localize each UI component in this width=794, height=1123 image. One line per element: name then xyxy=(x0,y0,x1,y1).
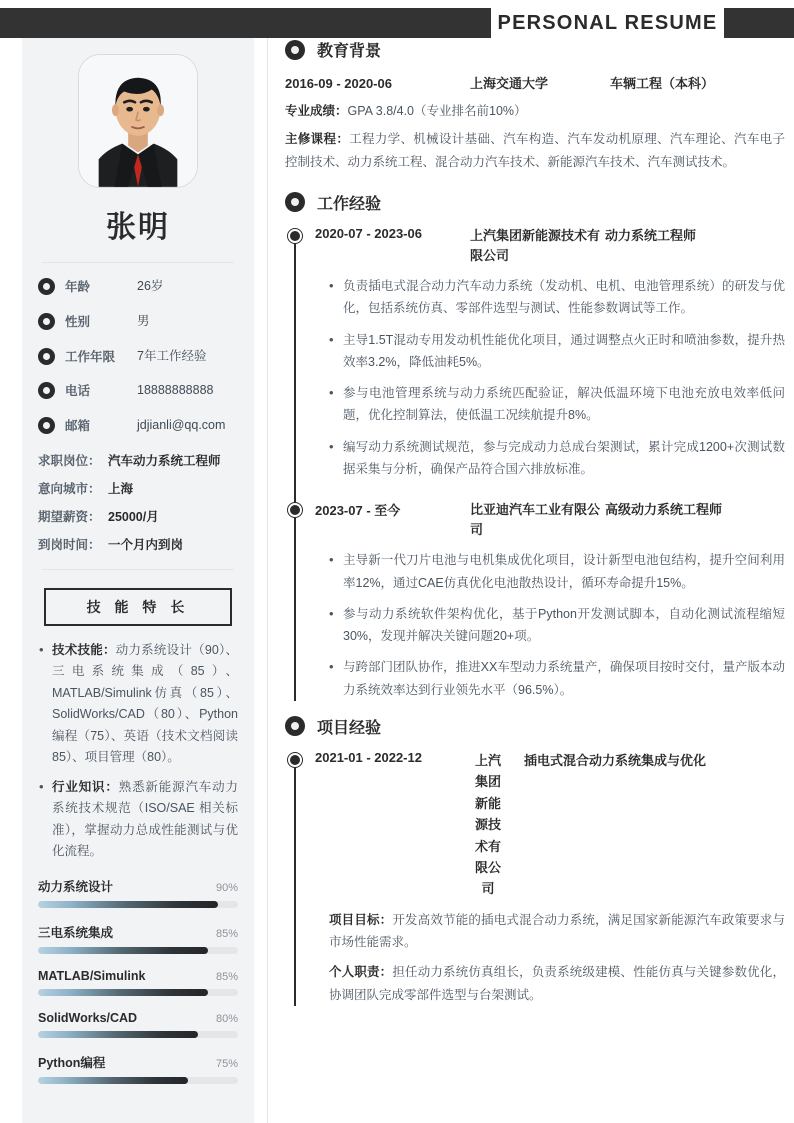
intent-key: 求职岗位： xyxy=(38,453,101,468)
skill-bar-fill xyxy=(38,947,208,954)
education-courses xyxy=(285,128,785,173)
skill-bar-item xyxy=(38,1011,238,1038)
section-project xyxy=(285,715,785,1006)
skill-bar-name: 动力系统设计 xyxy=(38,879,114,894)
section-header xyxy=(285,191,785,214)
work-header xyxy=(315,226,785,266)
contact-label: 工作年限 xyxy=(65,349,116,364)
list-item: • 与跨部门团队协作，推进XX车型动力系统量产，确保项目按时交付，量产版本动力系统效率达到行业领先水平（96.5%）。 xyxy=(329,656,785,701)
skills-title: 技 能 特 长 xyxy=(44,588,232,626)
intent-row-salary xyxy=(38,507,238,525)
section-header xyxy=(285,38,785,61)
contact-row-phone xyxy=(38,381,238,400)
ring-icon xyxy=(285,716,305,736)
work-bullets xyxy=(315,275,785,480)
contact-value: 男 xyxy=(137,313,150,328)
intent-row-availability xyxy=(38,535,238,553)
contact-value: 7年工作经验 xyxy=(137,348,207,363)
list-item: • 主导新一代刀片电池与电机集成优化项目，设计新型电池包结构，提升空间利用率12%，通过CAE仿真优化电池散热设计，循环寿命提升15%。 xyxy=(329,549,785,594)
ring-icon xyxy=(38,278,55,295)
contact-row-gender xyxy=(38,312,238,331)
skill-bar-head xyxy=(38,877,238,895)
project-goal xyxy=(315,909,785,954)
project-goal-label: 项目目标： xyxy=(329,912,393,927)
contact-label: 电话 xyxy=(65,384,91,399)
column-divider xyxy=(267,38,268,1123)
skill-bar-name: Python编程 xyxy=(38,1055,106,1070)
skill-bar-item xyxy=(38,877,238,908)
ring-icon xyxy=(38,382,55,399)
work-bullets xyxy=(315,549,785,701)
project-timeline xyxy=(285,750,785,1006)
education-major: 车辆工程（本科） xyxy=(610,76,715,91)
skill-bar-name: SolidWorks/CAD xyxy=(38,1010,138,1025)
work-role: 动力系统工程师 xyxy=(605,227,697,243)
list-item: • 负责插电式混合动力汽车动力系统（发动机、电机、电池管理系统）的研发与优化，包括系统仿真、零部件选型与测试、性能参数调试等工作。 xyxy=(329,275,785,320)
education-gpa-label: 专业成绩： xyxy=(285,104,348,118)
intent-key: 意向城市： xyxy=(38,481,101,496)
ring-icon xyxy=(285,40,305,60)
intent-value: 25000/月 xyxy=(108,509,159,524)
sidebar xyxy=(22,38,254,1123)
list-item xyxy=(38,640,238,769)
skill-bar-track xyxy=(38,901,238,908)
education-courses-label: 主修课程： xyxy=(285,132,350,147)
skill-bar-head xyxy=(38,969,238,983)
project-goal-text: 开发高效节能的插电式混合动力系统，满足国家新能源汽车政策要求与市场性能需求。 xyxy=(329,912,785,950)
skill-bar-pct: 75% xyxy=(215,1057,238,1070)
page-title: PERSONAL RESUME xyxy=(491,8,724,38)
skill-bar-head xyxy=(38,923,238,941)
skill-bar-pct: 85% xyxy=(215,927,238,940)
portrait-illustration-icon xyxy=(79,55,197,187)
section-work xyxy=(285,191,785,701)
skill-bar-track xyxy=(38,1077,238,1084)
skill-bar-item xyxy=(38,969,238,996)
section-title: 教育背景 xyxy=(317,43,382,60)
avatar xyxy=(78,54,198,188)
education-courses-text: 工程力学、机械设计基础、汽车构造、汽车发动机原理、汽车理论、汽车电子控制技术、动力系统工程、混合动力汽车技术、新能源汽车技术、汽车测试技术。 xyxy=(285,132,785,169)
skill-bar-head xyxy=(38,1011,238,1025)
work-company: 比亚迪汽车工业有限公司 xyxy=(470,502,601,538)
skill-bar-track xyxy=(38,947,238,954)
timeline-line xyxy=(294,236,296,701)
skill-bar-track xyxy=(38,1031,238,1038)
skills-bullet-list xyxy=(38,640,238,863)
work-role: 高级动力系统工程师 xyxy=(605,502,723,518)
contact-row-experience xyxy=(38,347,238,366)
work-timeline xyxy=(285,226,785,701)
list-item: • 参与电池管理系统与动力系统匹配验证，解决低温环境下电池充放电效率低问题，优化控制算法，使低温工况续航提升8%。 xyxy=(329,382,785,427)
skill-bar-fill xyxy=(38,901,218,908)
work-item xyxy=(315,226,785,480)
contact-list xyxy=(38,277,238,435)
skill-bar-name: 三电系统集成 xyxy=(38,925,114,940)
timeline-dot-icon xyxy=(288,229,302,243)
skill-bar-item xyxy=(38,923,238,954)
contact-row-age xyxy=(38,277,238,296)
work-header xyxy=(315,500,785,540)
project-date: 2021-01 - 2022-12 xyxy=(315,749,422,765)
page-header xyxy=(0,8,794,38)
ring-icon xyxy=(285,192,305,212)
header-bar-right xyxy=(724,8,794,38)
contact-row-email xyxy=(38,416,238,435)
contact-label: 年龄 xyxy=(65,280,91,294)
ring-icon xyxy=(38,348,55,365)
section-education xyxy=(285,38,785,173)
skill-bar-fill xyxy=(38,1031,198,1038)
skill-bullet-label: 行业知识： xyxy=(52,779,119,794)
ring-icon xyxy=(38,417,55,434)
sidebar-divider-2 xyxy=(42,569,234,570)
skill-bullet-text: 动力系统设计（90）、三电系统集成（85）、MATLAB/Simulink仿真（85）、SolidWorks/CAD（80）、Python编程（75）、英语（技术文档阅读85）、项目管理（80）。 xyxy=(52,642,238,765)
person-name: 张明 xyxy=(106,211,170,244)
project-name: 插电式混合动力系统集成与优化 xyxy=(524,752,707,768)
contact-value: 26岁 xyxy=(137,279,164,293)
education-date: 2016-09 - 2020-06 xyxy=(285,76,392,91)
intent-key: 期望薪资： xyxy=(38,509,101,524)
intent-value: 一个月内到岗 xyxy=(108,537,184,552)
section-header xyxy=(285,715,785,738)
intent-key: 到岗时间： xyxy=(38,537,101,552)
contact-label: 邮箱 xyxy=(65,419,91,433)
skill-bar-name: MATLAB/Simulink xyxy=(38,968,146,983)
skill-bullet-label: 技术技能： xyxy=(52,642,116,657)
list-item: • 参与动力系统软件架构优化，基于Python开发测试脚本，自动化测试流程缩短30%，发现并解决关键问题20+项。 xyxy=(329,603,785,648)
project-duty xyxy=(315,961,785,1006)
skill-bar-pct: 90% xyxy=(215,881,238,894)
intent-value: 汽车动力系统工程师 xyxy=(108,453,221,468)
intent-row-position xyxy=(38,451,238,469)
work-date: 2020-07 - 2023-06 xyxy=(315,225,422,241)
work-date: 2023-07 - 至今 xyxy=(315,503,401,519)
intent-row-city xyxy=(38,479,238,497)
job-intent-block xyxy=(38,451,238,553)
contact-value: 18888888888 xyxy=(137,383,214,398)
skill-bar-pct: 85% xyxy=(215,970,238,983)
avatar-wrap xyxy=(38,54,238,188)
list-item xyxy=(38,777,238,863)
skill-bar-fill xyxy=(38,1077,188,1084)
contact-value: jdjianli@qq.com xyxy=(137,418,226,432)
skill-bar-track xyxy=(38,989,238,996)
project-company: 上汽集团新能源技术有限公司 xyxy=(474,752,501,897)
skill-bar-pct: 80% xyxy=(215,1012,238,1025)
education-gpa xyxy=(285,100,785,122)
skill-bar-fill xyxy=(38,989,208,996)
project-header xyxy=(315,750,785,900)
main-content xyxy=(285,38,785,1123)
skill-bars xyxy=(38,877,238,1084)
contact-label: 性别 xyxy=(65,314,91,329)
education-gpa-text: GPA 3.8/4.0（专业排名前10%） xyxy=(347,104,527,118)
section-title: 项目经验 xyxy=(317,719,382,737)
timeline-dot-icon xyxy=(288,753,302,767)
work-item xyxy=(315,500,785,701)
project-duty-text: 担任动力系统仿真组长，负责系统级建模、性能仿真与关键参数优化，协调团队完成零部件选型与台架测试。 xyxy=(329,965,785,1002)
sidebar-divider xyxy=(42,262,234,263)
header-bar-left xyxy=(0,8,491,38)
timeline-line xyxy=(294,760,296,1006)
list-item: • 主导1.5T混动专用发动机性能优化项目，通过调整点火正时和喷油参数，提升热效率3.2%，降低油耗5%。 xyxy=(329,329,785,374)
ring-icon xyxy=(38,313,55,330)
project-item xyxy=(315,750,785,1006)
skill-bar-item xyxy=(38,1053,238,1084)
project-duty-label: 个人职责： xyxy=(329,965,393,980)
skill-bar-head xyxy=(38,1053,238,1071)
skill-bullet-text: 熟悉新能源汽车动力系统技术规范（ISO/SAE 相关标准），掌握动力总成性能测试与优化流程。 xyxy=(52,779,238,859)
resume-body xyxy=(0,38,794,1123)
work-company: 上汽集团新能源技术有限公司 xyxy=(470,227,601,263)
section-title: 工作经验 xyxy=(317,195,382,213)
timeline-dot-icon xyxy=(288,503,302,517)
education-row xyxy=(285,73,785,92)
list-item: • 编写动力系统测试规范，参与完成动力总成台架测试，累计完成1200+次测试数据采集与分析，确保产品符合国六排放标准。 xyxy=(329,436,785,481)
intent-value: 上海 xyxy=(108,481,134,496)
education-school: 上海交通大学 xyxy=(470,76,549,91)
